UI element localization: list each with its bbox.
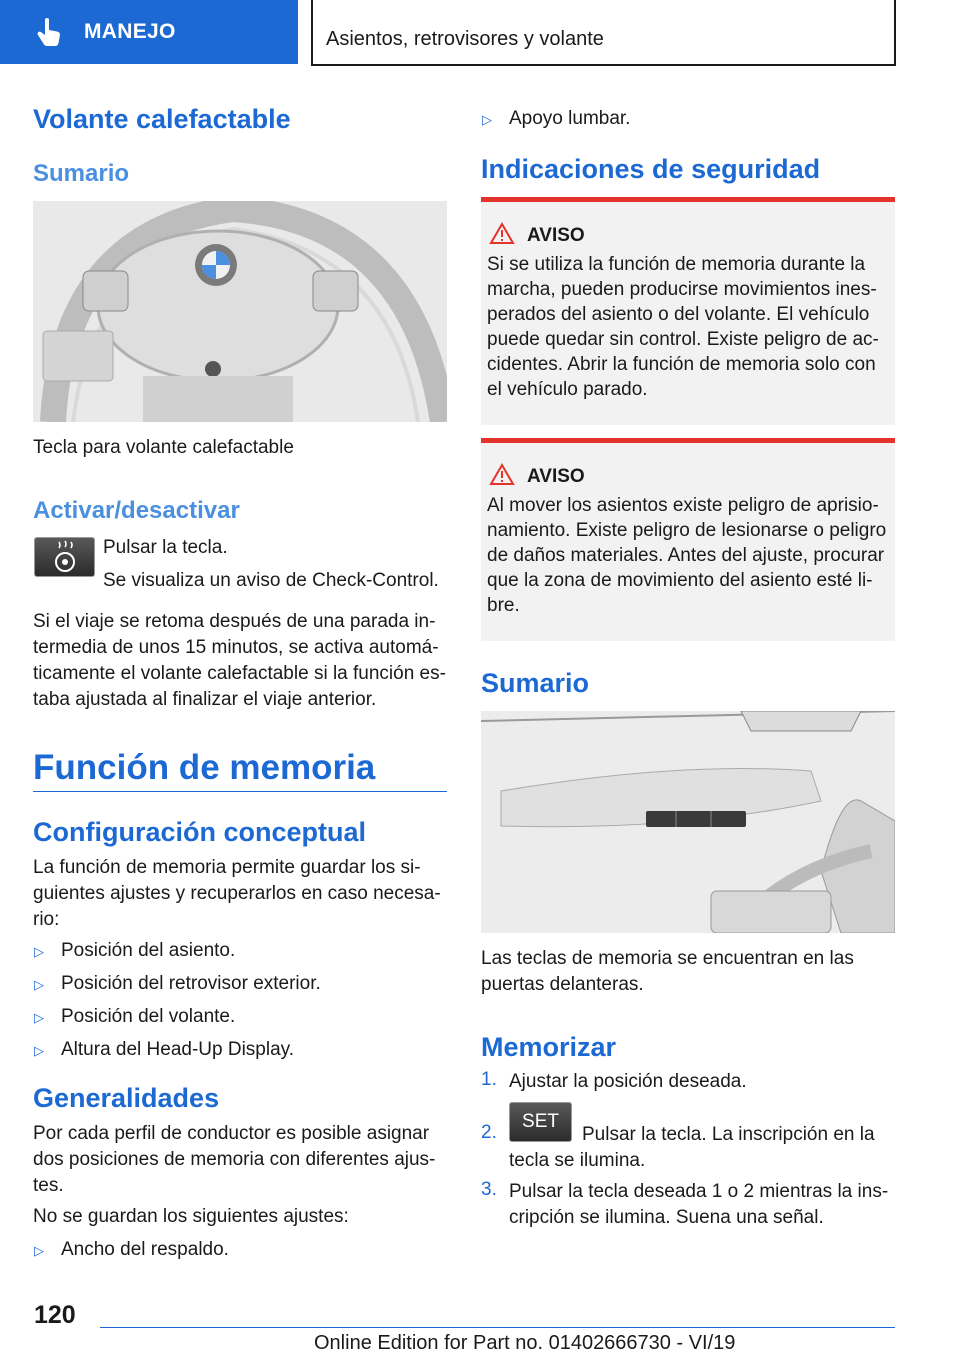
gen-line1: Por cada perfil de conductor es posible asignar: [33, 1123, 430, 1144]
heated-wheel-button-icon: [34, 537, 95, 577]
step-text: Pulsar la tecla. La inscripción en la: [582, 1124, 875, 1145]
steering-wheel-image: [33, 201, 447, 422]
door-panel-image: [481, 711, 895, 933]
bullet-icon: ▷: [34, 1043, 44, 1058]
gen-line3: tes.: [33, 1175, 64, 1196]
page-number: 120: [34, 1301, 76, 1329]
config-line1: La función de memoria permite guardar los si‐: [33, 857, 421, 878]
heading-memoria: Función de memoria: [33, 748, 376, 787]
caption-line2: puertas delanteras.: [481, 974, 644, 995]
step-text-cont: cripción se ilumina. Suena una señal.: [509, 1207, 824, 1228]
heading-sumario-right: Sumario: [481, 668, 590, 698]
caption-line1: Las teclas de memoria se encuentran en las: [481, 948, 854, 969]
viaje-line2: termedia de unos 15 minutos, se activa automá‐: [33, 637, 439, 658]
hand-pointer-icon: [36, 17, 62, 47]
section-label: MANEJO: [84, 20, 176, 43]
bullet-icon: ▷: [34, 977, 44, 992]
config-line2: guientes ajustes y recuperarlos en caso necesa‐: [33, 883, 441, 904]
section-tab: [0, 0, 298, 64]
viaje-line1: Si el viaje se retoma después de una parada in‐: [33, 611, 436, 632]
chapter-title: Asientos, retrovisores y volante: [326, 28, 604, 50]
step-text: Pulsar la tecla deseada 1 o 2 mientras la ins‐: [509, 1181, 889, 1202]
step-number: 3.: [481, 1179, 497, 1200]
warning-text: Al mover los asientos existe peligro de aprisio‐ namiento. Existe peligro de lesionarse o peligro de daños materiales. Antes del ajuste, procurar que la zona de movimiento del asiento esté li‐ bre.: [487, 495, 887, 616]
step-number: 2.: [481, 1122, 497, 1143]
config-line3: rio:: [33, 909, 60, 930]
heading-memorizar: Memorizar: [481, 1032, 617, 1062]
heading-volante: Volante calefactable: [33, 104, 291, 134]
heading-rule: [33, 791, 447, 792]
warning-box-1: [481, 197, 895, 425]
bullet-icon: ▷: [482, 112, 492, 127]
heading-activar: Activar/desactivar: [33, 497, 240, 524]
warning-text: Si se utiliza la función de memoria durante la marcha, pueden producirse movimientos ines‐ perados del asiento o del volante. El vehículo puede quedar sin control. Existe peligro de ac‐ cidentes. Abrir la función de memoria solo con el vehículo parado.: [487, 254, 879, 400]
heading-sumario: Sumario: [33, 160, 130, 187]
warning-title: AVISO: [527, 225, 585, 246]
list-item: Ancho del respaldo.: [61, 1239, 229, 1260]
warning-title: AVISO: [527, 466, 585, 487]
list-item: Posición del asiento.: [61, 940, 236, 961]
activar-step2: Se visualiza un aviso de Check-Control.: [103, 570, 439, 591]
heading-config: Configuración conceptual: [33, 817, 367, 847]
list-item: Apoyo lumbar.: [509, 108, 631, 129]
list-item: Posición del retrovisor exterior.: [61, 973, 321, 994]
footer-edition: Online Edition for Part no. 01402666730 - VI/19: [314, 1332, 736, 1354]
bullet-icon: ▷: [34, 1243, 44, 1258]
warning-triangle-icon: [489, 222, 515, 245]
bullet-icon: ▷: [34, 944, 44, 959]
warning-box-2: [481, 438, 895, 641]
activar-step1: Pulsar la tecla.: [103, 537, 228, 558]
no-guardan: No se guardan los siguientes ajustes:: [33, 1206, 349, 1227]
viaje-line3: ticamente el volante calefactable si la función es‐: [33, 663, 446, 684]
bullet-icon: ▷: [34, 1010, 44, 1025]
list-item: Altura del Head-Up Display.: [61, 1039, 295, 1060]
gen-line2: dos posiciones de memoria con diferentes ajus‐: [33, 1149, 436, 1170]
footer-rule: [100, 1327, 895, 1328]
step-text-cont: tecla se ilumina.: [509, 1150, 646, 1171]
heading-generalidades: Generalidades: [33, 1083, 220, 1113]
set-button-icon: SET: [509, 1102, 572, 1142]
step-number: 1.: [481, 1069, 497, 1090]
list-item: Posición del volante.: [61, 1006, 236, 1027]
caption-volante: Tecla para volante calefactable: [33, 437, 294, 458]
warning-triangle-icon: [489, 463, 515, 486]
viaje-line4: taba ajustada al finalizar el viaje anterior.: [33, 689, 377, 710]
step-text: Ajustar la posición deseada.: [509, 1071, 747, 1092]
heading-seguridad: Indicaciones de seguridad: [481, 154, 821, 184]
